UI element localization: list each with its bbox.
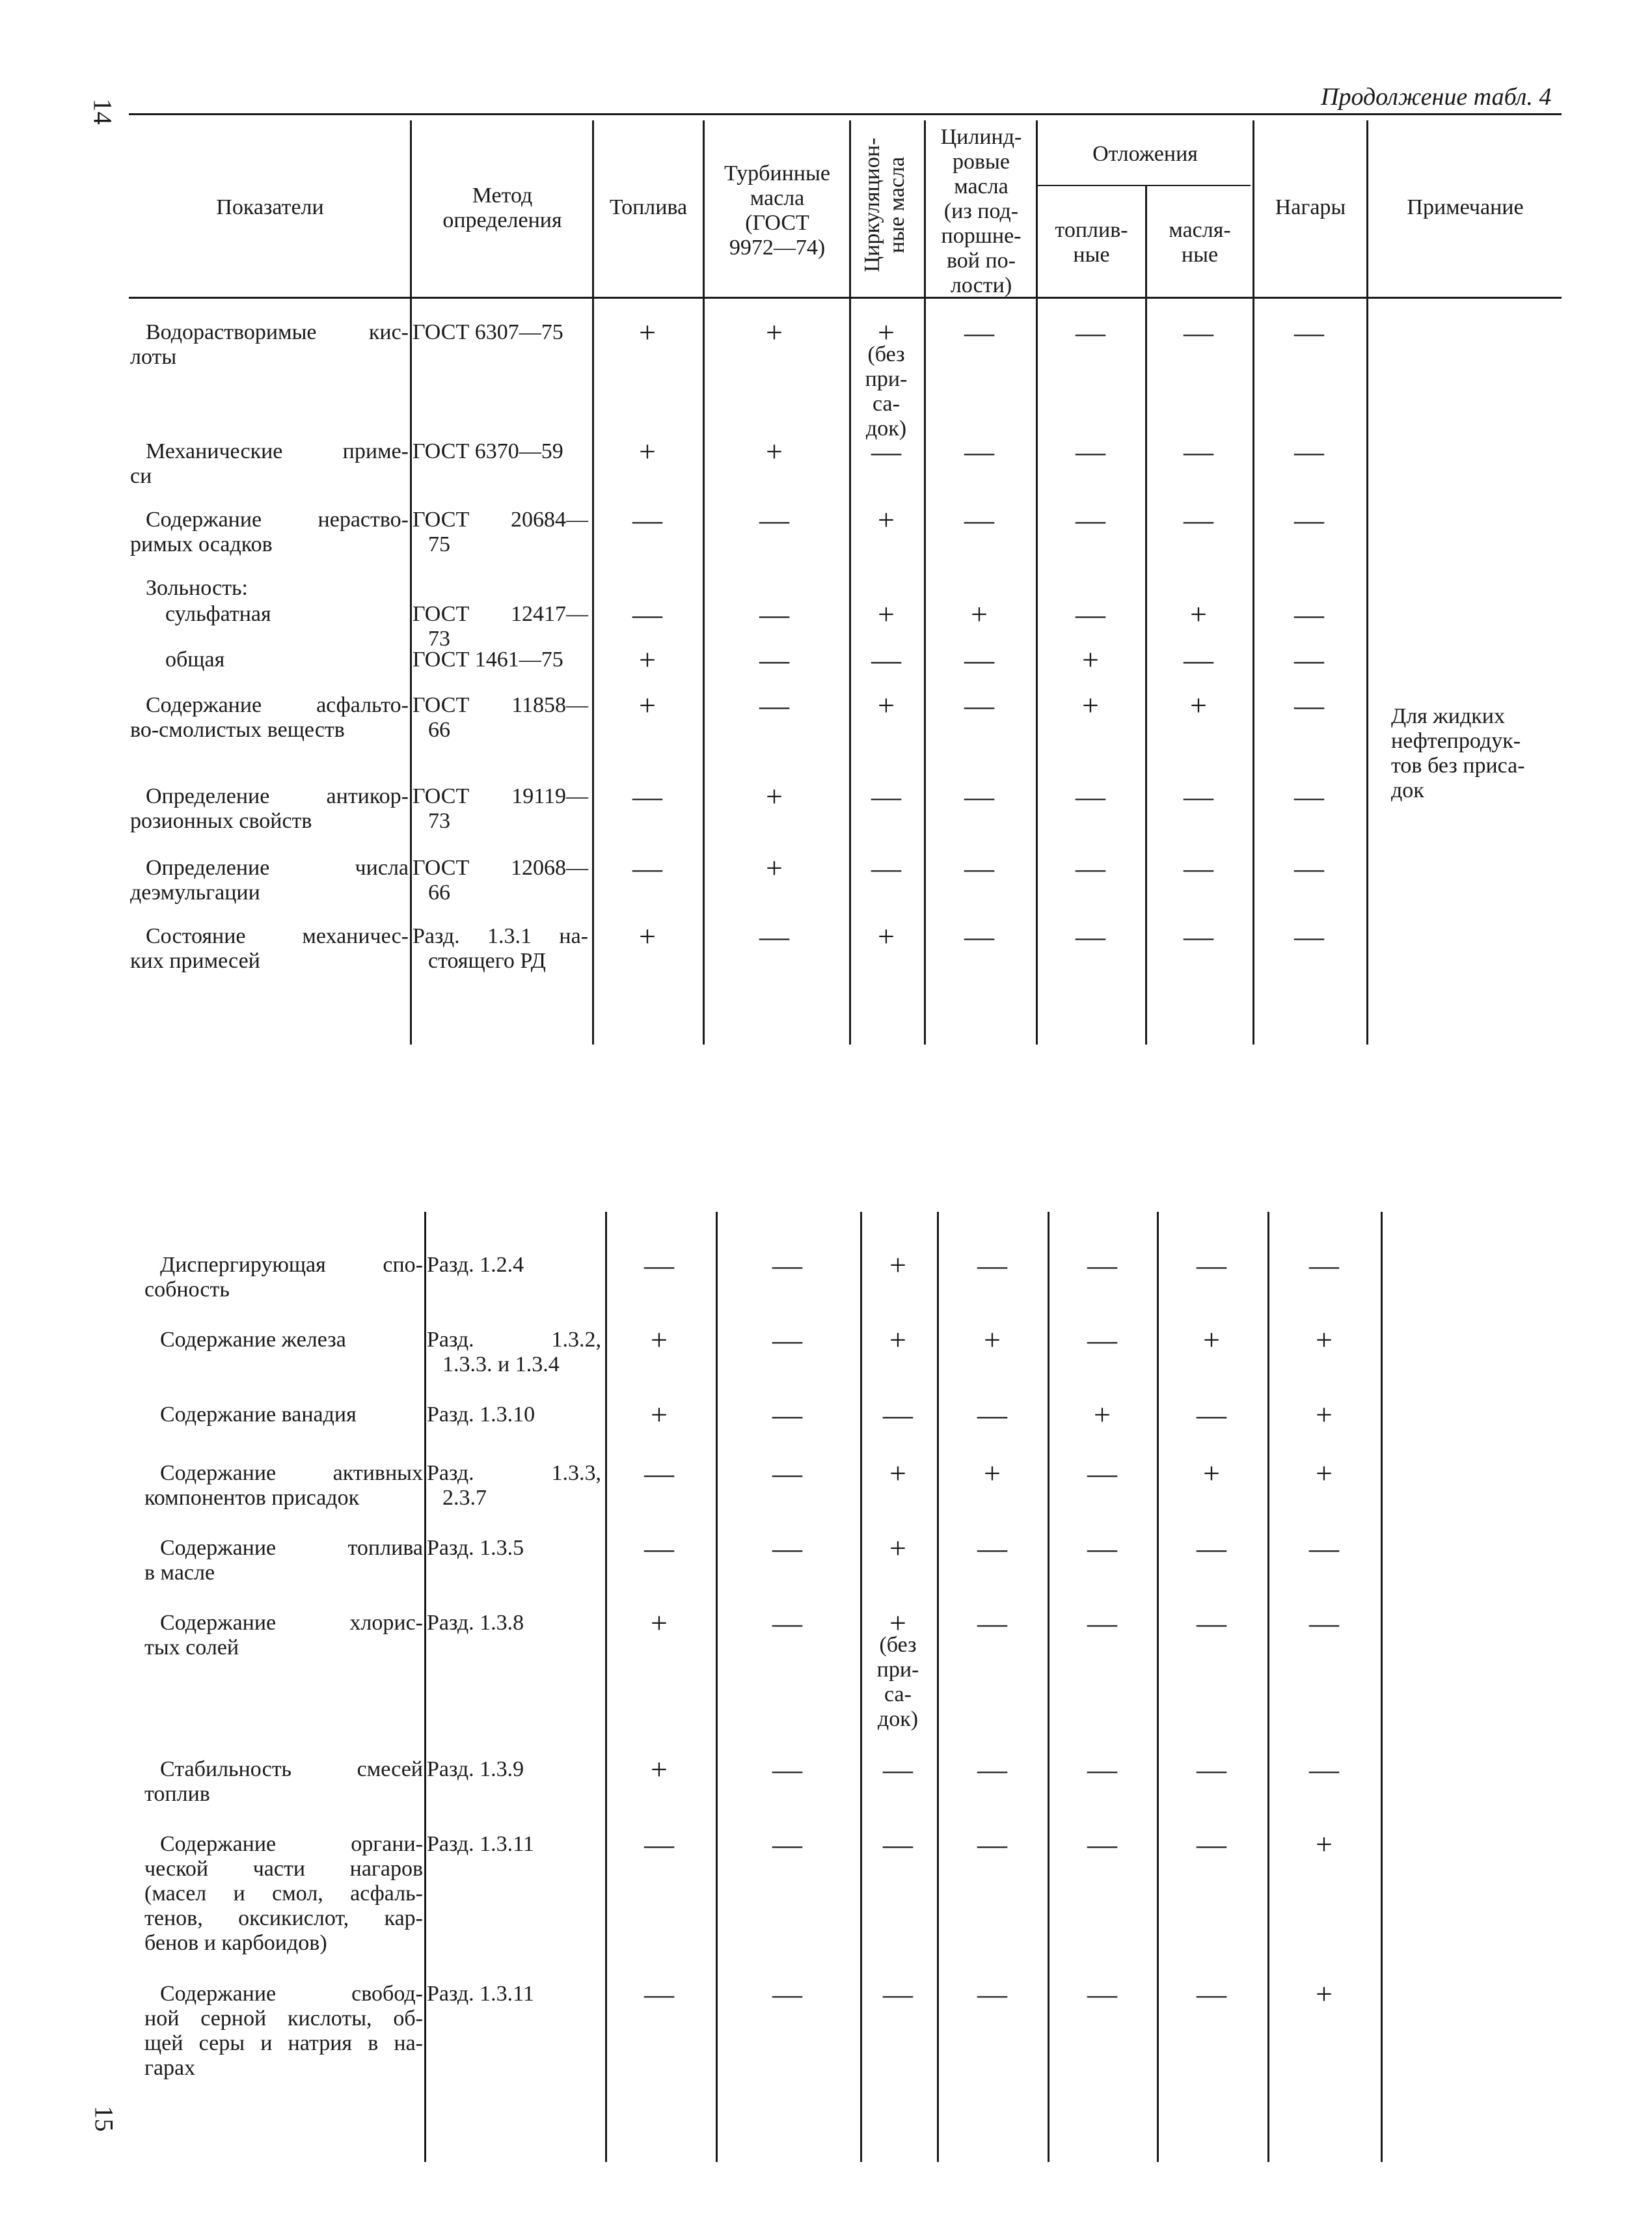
cell-mark: — <box>632 597 662 631</box>
cell-mark: + <box>1316 1398 1333 1431</box>
row-method: ГОСТ 11858— <box>413 693 588 717</box>
row-method: 73 <box>428 627 450 651</box>
cell-mark: — <box>772 1827 802 1861</box>
row-method: Разд. 1.3.8 <box>427 1611 524 1635</box>
row-method: Разд. 1.3.11 <box>427 1832 534 1856</box>
row-method: 66 <box>428 881 450 905</box>
cell-mark: + <box>1190 597 1207 631</box>
cell-mark: — <box>772 1977 802 2010</box>
cell-mark: — <box>1076 316 1105 349</box>
cell-mark: — <box>759 503 789 536</box>
cell-mark: — <box>632 503 662 536</box>
cell-mark: + <box>878 316 895 349</box>
col-divider <box>924 120 926 1045</box>
cell-mark: — <box>1076 435 1105 468</box>
cell-mark: + <box>639 643 656 676</box>
cell-mark: — <box>1184 851 1213 884</box>
cell-mark: — <box>964 851 994 884</box>
row-label: лоты <box>130 345 177 369</box>
cell-mark: — <box>1197 1606 1226 1639</box>
col-divider <box>1145 185 1147 1045</box>
cell-mark: — <box>1087 1531 1117 1565</box>
row-label: топлив <box>144 1782 210 1806</box>
cell-mark: + <box>1316 1323 1333 1356</box>
page-number-bottom: 15 <box>89 2105 119 2132</box>
cell-mark: — <box>977 1977 1007 2010</box>
row-method: Разд. 1.3.1 на- <box>413 924 588 948</box>
header-note: Примечание <box>1407 195 1524 219</box>
header-fuels: Топлива <box>609 195 688 219</box>
row-method: ГОСТ 6370—59 <box>413 439 563 463</box>
cell-mark: + <box>651 1323 668 1356</box>
cell-mark: — <box>632 851 662 884</box>
row-method: 2.3.7 <box>442 1486 487 1510</box>
cell-mark: + <box>1316 1456 1333 1490</box>
cell-mark: + <box>889 1531 906 1565</box>
row-label: Состояние механичес- <box>146 924 409 948</box>
cell-mark: — <box>759 643 789 676</box>
row-method: ГОСТ 6307—75 <box>413 320 563 344</box>
cell-mark: — <box>1184 643 1213 676</box>
row-method: Разд. 1.2.4 <box>427 1253 524 1277</box>
cell-mark: — <box>1184 780 1213 813</box>
cell-mark: — <box>1076 780 1105 813</box>
row-method: 75 <box>428 532 450 556</box>
cell-mark: — <box>1184 316 1213 349</box>
cell-mark: + <box>984 1323 1001 1356</box>
row-label: в масле <box>144 1561 215 1585</box>
cell-mark: — <box>772 1606 802 1639</box>
cell-mark: — <box>1294 643 1324 676</box>
row-label: Содержание ванадия <box>160 1402 357 1427</box>
col-divider <box>592 120 594 1045</box>
cell-mark: + <box>651 1753 668 1786</box>
cell-mark: — <box>1076 920 1105 953</box>
cell-mark: — <box>1309 1248 1339 1281</box>
cell-mark: — <box>1087 1323 1117 1356</box>
cell-mark: — <box>759 920 789 953</box>
cell-mark: + <box>766 435 783 468</box>
cell-mark: + <box>639 689 656 722</box>
cell-mark: — <box>772 1323 802 1356</box>
cell-mark: + <box>766 851 783 884</box>
cell-mark: — <box>883 1827 913 1861</box>
cell-mark: + <box>1203 1456 1220 1490</box>
cell-mark: + <box>651 1398 668 1431</box>
row-label: тых солей <box>144 1635 239 1660</box>
col-divider <box>605 1212 607 2162</box>
cell-mark: + <box>878 503 895 536</box>
cell-mark: — <box>871 780 901 813</box>
cell-mark: — <box>632 780 662 813</box>
cell-mark: — <box>977 1606 1007 1639</box>
header-deposits-fuel: топлив- ные <box>1055 218 1128 267</box>
row-label: Определение числа <box>146 856 409 880</box>
row-label: Содержание топлива <box>160 1536 423 1560</box>
header-method: Метод определения <box>442 184 562 232</box>
cell-mark: + <box>889 1456 906 1490</box>
note-cell: Для жидких нефтепродук- тов без приса- док <box>1391 704 1525 802</box>
col-divider <box>703 120 705 1045</box>
row-label: ких примесей <box>130 949 260 973</box>
row-label: Содержание нераство- <box>146 508 409 532</box>
cell-mark: — <box>1184 920 1213 953</box>
header-indicators: Показатели <box>216 195 324 219</box>
cell-mark: + <box>1316 1977 1333 2010</box>
row-label: розионных свойств <box>130 809 312 833</box>
cell-mark: — <box>1309 1531 1339 1565</box>
cell-mark: — <box>871 643 901 676</box>
cell-mark: — <box>644 1531 674 1565</box>
cell-mark: — <box>1087 1977 1117 2010</box>
cell-mark: — <box>1294 503 1324 536</box>
row-label: Содержание асфальто- <box>146 693 409 717</box>
row-method: Разд. 1.3.5 <box>427 1536 524 1560</box>
row-label: Стабильность смесей <box>160 1757 423 1781</box>
cell-mark: — <box>772 1398 802 1431</box>
row-method: Разд. 1.3.9 <box>427 1757 524 1781</box>
cell-mark: — <box>977 1398 1007 1431</box>
row-label: си <box>130 464 152 488</box>
row-method: Разд. 1.3.10 <box>427 1402 535 1427</box>
cell-mark: — <box>964 643 994 676</box>
cell-mark: + <box>766 316 783 349</box>
row-label: Содержание железа <box>160 1328 346 1352</box>
cell-mark: — <box>883 1977 913 2010</box>
cell-mark: — <box>1087 1827 1117 1861</box>
cell-mark: — <box>964 780 994 813</box>
cell-mark: — <box>1076 597 1105 631</box>
cell-mark: — <box>1197 1753 1226 1786</box>
cell-mark: — <box>644 1977 674 2010</box>
col-divider <box>1157 1212 1159 2162</box>
cell-mark: + <box>889 1323 906 1356</box>
cell-mark: — <box>1294 689 1324 722</box>
row-method: Разд. 1.3.2, <box>427 1328 601 1352</box>
cell-mark: — <box>977 1248 1007 1281</box>
cell-mark: — <box>871 851 901 884</box>
header-turbine-oils: Турбинные масла (ГОСТ 9972—74) <box>724 161 830 260</box>
cell-mark: + <box>1094 1398 1111 1431</box>
col-divider <box>410 120 412 1045</box>
cell-mark: — <box>964 316 994 349</box>
row-label: Определение антикор- <box>146 784 409 808</box>
row-label: тенов, оксикислот, кар- <box>144 1906 423 1930</box>
row-label: римых осадков <box>130 532 273 556</box>
col-divider <box>1253 120 1254 1045</box>
col-divider <box>849 120 851 1045</box>
row-method: ГОСТ 12068— <box>413 856 588 880</box>
row-method: ГОСТ 19119— <box>413 784 588 808</box>
cell-mark: — <box>1294 435 1324 468</box>
row-method: ГОСТ 12417— <box>413 602 588 626</box>
cell-mark: — <box>964 503 994 536</box>
row-method: ГОСТ 20684— <box>413 508 588 532</box>
row-label: щей серы и натрия в на- <box>144 2031 423 2055</box>
cell-mark: — <box>1294 851 1324 884</box>
col-divider <box>1267 1212 1269 2162</box>
cell-mark: — <box>1294 920 1324 953</box>
page-number-top: 14 <box>88 98 118 125</box>
cell-mark: + <box>766 780 783 813</box>
row-label: Содержание активных <box>160 1461 423 1485</box>
cell-mark: — <box>1309 1753 1339 1786</box>
table-caption: Продолжение табл. 4 <box>1321 83 1552 111</box>
cell-mark: — <box>883 1398 913 1431</box>
cell-mark: — <box>1197 1977 1226 2010</box>
cell-mark: — <box>1076 851 1105 884</box>
col-divider <box>860 1212 862 2162</box>
row-label: ческой части нагаров <box>144 1857 423 1881</box>
row-label: Содержание хлорис- <box>160 1611 423 1635</box>
header-circulating-oils: Циркуляцион- ные масла <box>860 137 909 273</box>
row-label: деэмульгации <box>130 881 260 905</box>
header-deposits-oil: масля- ные <box>1169 218 1231 267</box>
cell-mark: — <box>1197 1398 1226 1431</box>
cell-mark: + <box>639 316 656 349</box>
row-label: Зольность: <box>146 576 249 600</box>
top-rule <box>129 113 1562 115</box>
cell-note: (без при- са- док) <box>876 1633 919 1731</box>
cell-mark: — <box>883 1753 913 1786</box>
row-label: общая <box>165 648 225 672</box>
cell-mark: — <box>1309 1606 1339 1639</box>
header-deposits: Отложения <box>1092 142 1198 166</box>
cell-mark: — <box>871 435 901 468</box>
cell-mark: — <box>1197 1248 1226 1281</box>
row-label: бенов и карбоидов) <box>144 1931 327 1955</box>
cell-mark: — <box>1294 597 1324 631</box>
cell-mark: + <box>971 597 988 631</box>
row-method: Разд. 1.3.3, <box>427 1461 601 1485</box>
cell-mark: — <box>772 1248 802 1281</box>
cell-mark: — <box>644 1248 674 1281</box>
cell-mark: — <box>1184 503 1213 536</box>
header-bottom-rule <box>129 297 1562 299</box>
cell-mark: + <box>878 689 895 722</box>
cell-mark: — <box>1076 503 1105 536</box>
col-divider <box>1048 1212 1049 2162</box>
cell-mark: + <box>889 1248 906 1281</box>
cell-mark: — <box>772 1531 802 1565</box>
cell-mark: — <box>759 597 789 631</box>
row-method: Разд. 1.3.11 <box>427 1982 534 2006</box>
cell-mark: + <box>1316 1827 1333 1861</box>
cell-mark: + <box>639 920 656 953</box>
cell-mark: + <box>889 1606 906 1639</box>
header-cylinder-oils: Цилинд- ровые масла (из под- поршне- вой по- лости) <box>940 125 1022 297</box>
cell-mark: — <box>644 1456 674 1490</box>
col-divider <box>1381 1212 1383 2162</box>
row-label: Содержание органи- <box>160 1832 423 1856</box>
row-label: гарах <box>144 2056 196 2080</box>
row-label: (масел и смол, асфаль- <box>144 1881 423 1906</box>
cell-mark: + <box>1082 643 1099 676</box>
row-method: 1.3.3. и 1.3.4 <box>442 1352 560 1376</box>
cell-mark: + <box>639 435 656 468</box>
row-method: 73 <box>428 809 450 833</box>
cell-mark: — <box>1087 1753 1117 1786</box>
cell-mark: — <box>964 920 994 953</box>
cell-mark: — <box>644 1827 674 1861</box>
cell-mark: — <box>1197 1531 1226 1565</box>
cell-mark: — <box>977 1753 1007 1786</box>
row-label: собность <box>144 1278 230 1302</box>
cell-mark: — <box>1184 435 1213 468</box>
cell-mark: — <box>964 435 994 468</box>
cell-mark: + <box>1203 1323 1220 1356</box>
cell-mark: — <box>1087 1456 1117 1490</box>
cell-mark: — <box>772 1753 802 1786</box>
row-label: компонентов присадок <box>144 1486 360 1510</box>
row-label: во-смолистых веществ <box>130 718 345 742</box>
cell-mark: + <box>984 1456 1001 1490</box>
header-carbon: Нагары <box>1275 195 1346 219</box>
row-method: ГОСТ 1461—75 <box>413 648 563 672</box>
row-label: Диспергирующая спо- <box>160 1253 423 1277</box>
col-divider <box>937 1212 939 2162</box>
cell-mark: — <box>1197 1827 1226 1861</box>
row-label: Механические приме- <box>146 439 409 463</box>
cell-mark: — <box>1294 316 1324 349</box>
col-divider <box>424 1212 426 2162</box>
deposits-rule <box>1036 185 1251 186</box>
cell-mark: + <box>878 920 895 953</box>
cell-mark: — <box>977 1531 1007 1565</box>
row-label: Водорастворимые кис- <box>146 320 409 344</box>
cell-mark: — <box>772 1456 802 1490</box>
cell-mark: + <box>1082 689 1099 722</box>
cell-mark: + <box>878 597 895 631</box>
col-divider <box>1366 120 1368 1045</box>
cell-mark: + <box>651 1606 668 1639</box>
row-label: Содержание свобод- <box>160 1982 423 2006</box>
col-divider <box>716 1212 718 2162</box>
cell-mark: — <box>759 689 789 722</box>
cell-mark: — <box>1294 780 1324 813</box>
cell-mark: — <box>1087 1606 1117 1639</box>
row-label: сульфатная <box>165 602 271 626</box>
cell-mark: — <box>977 1827 1007 1861</box>
cell-mark: + <box>1190 689 1207 722</box>
row-method: 66 <box>428 718 450 742</box>
cell-note: (без при- са- док) <box>865 342 908 441</box>
cell-mark: — <box>964 689 994 722</box>
cell-mark: — <box>1087 1248 1117 1281</box>
row-method: стоящего РД <box>428 949 546 973</box>
row-label: ной серной кислоты, об- <box>144 2006 423 2031</box>
